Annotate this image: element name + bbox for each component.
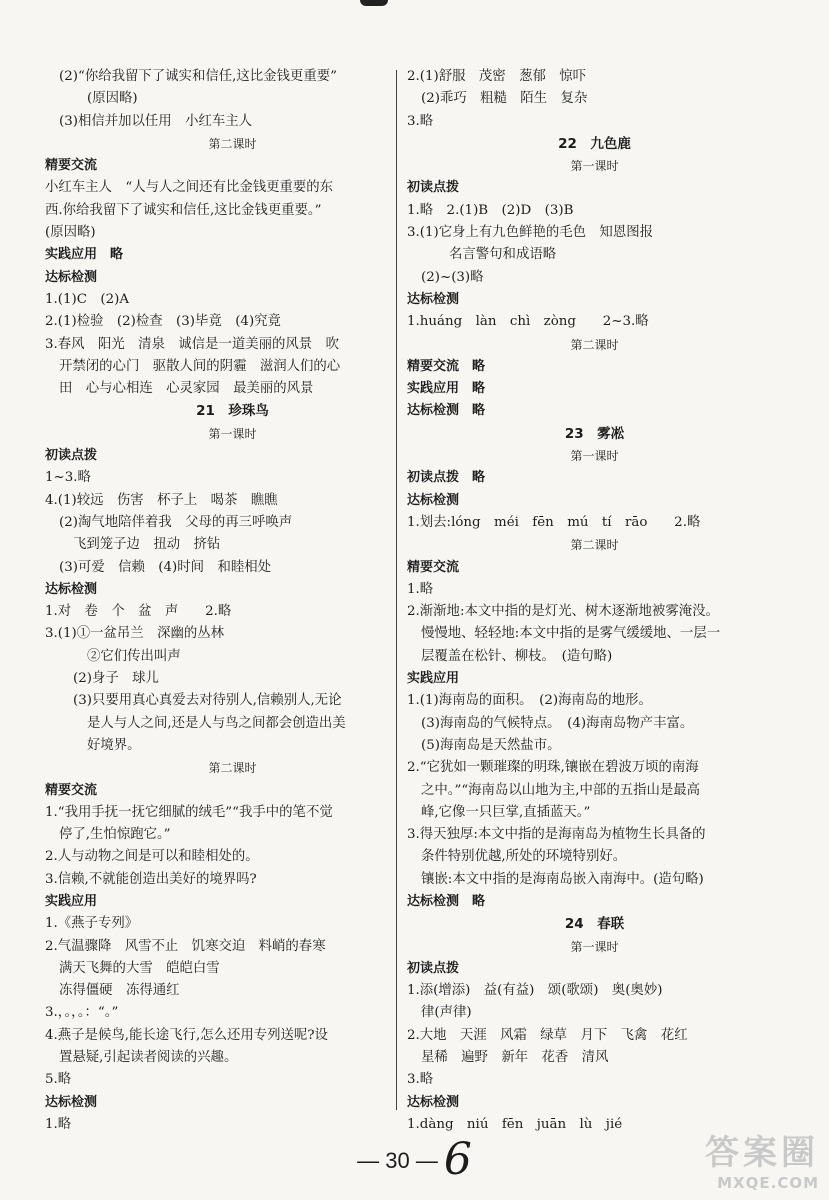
text-line: 21 珍珠鸟 [196, 403, 269, 420]
text-line: (5)海南岛是天然盐市。 [421, 737, 561, 753]
text-line: 达标检测 略 [407, 893, 486, 909]
text-line: 第一课时 [570, 939, 619, 954]
text-line: (原因略) [45, 225, 96, 241]
text-line: 3.(1)①一盆吊兰 深幽的丛林 [45, 626, 225, 642]
text-line: 开禁闭的心门 驱散人间的阴霾 滋润人们的心 [59, 358, 341, 374]
text-line: 名言警句和成语略 [449, 247, 557, 263]
text-line: 3.信赖,不就能创造出美好的境界吗? [45, 871, 257, 887]
text-line: 4.燕子是候鸟,能长途飞行,怎么还用专列送呢?设 [45, 1027, 328, 1043]
text-line: (2)“你给我留下了诚实和信任,这比金钱更重要” [59, 69, 337, 84]
text-line: 2.“它犹如一颗璀璨的明珠,镶嵌在碧波万顷的南海 [407, 760, 699, 776]
binding-mark [360, 0, 388, 6]
text-line: 精要交流 [407, 559, 460, 575]
text-line: 慢慢地、轻轻地:本文中指的是雾气缓缓地、一层一 [421, 626, 721, 642]
text-line: 1.略 2.(1)B (2)D (3)B [407, 202, 574, 218]
text-line: 层覆盖在松针、柳枝。 (造句略) [421, 648, 613, 664]
text-line: 3.略 [407, 113, 434, 129]
text-line: 冻得僵硬 冻得通红 [59, 983, 180, 999]
text-line: 飞到笼子边 扭动 挤钻 [73, 537, 221, 553]
text-line: 1.(1)C (2)A [45, 291, 130, 307]
watermark-logo: 答案圈 [705, 1133, 819, 1173]
text-line: 第二课时 [208, 761, 257, 776]
text-line: 第二课时 [570, 337, 619, 352]
text-line: 之中。”“海南岛以山地为主,中部的五指山是最高 [421, 782, 701, 798]
text-line: 2.渐渐地:本文中指的是灯光、树木逐渐地被雾淹没。 [407, 604, 719, 620]
text-line: 22 九色鹿 [558, 135, 631, 152]
text-line: 1.“我用手抚一抚它细腻的绒毛”“我手中的笔不觉 [45, 804, 333, 820]
text-line: 1.huáng làn chì zòng 2~3.略 [407, 314, 649, 330]
text-line: 实践应用 略 [45, 247, 124, 263]
text-line: 小红车主人 “人与人之间还有比金钱更重要的东 [45, 180, 334, 196]
text-line: 3.得天独厚:本文中指的是海南岛为植物生长具备的 [407, 827, 706, 843]
text-line: 初读点拨 [45, 448, 98, 464]
text-line: 2.人与动物之间是可以和睦相处的。 [45, 849, 259, 865]
text-line: 1.略 [407, 581, 434, 597]
text-line: 2.(1)检验 (2)检查 (3)毕竟 (4)究竟 [45, 314, 281, 330]
text-line: (原因略) [87, 91, 138, 107]
text-line: ②它们传出叫声 [87, 648, 181, 664]
text-line: (2)乖巧 粗糙 陌生 复杂 [421, 91, 588, 107]
text-line: 3.，。，。：“。” [45, 1005, 119, 1021]
text-line: (2)淘气地陪伴着我 父母的再三呼唤声 [59, 514, 293, 530]
text-line: 3.春风 阳光 清泉 诚信是一道美丽的风景 吹 [45, 336, 339, 352]
text-line: 第二课时 [570, 538, 619, 553]
text-line: 2.(1)舒服 茂密 葱郁 惊吓 [407, 69, 587, 84]
text-line: 达标检测 [407, 492, 460, 508]
column-divider [396, 70, 397, 1110]
text-line: 达标检测 [45, 581, 98, 597]
text-line: 1~3.略 [45, 470, 91, 486]
text-line: 达标检测 [45, 1094, 98, 1110]
text-line: 1.(1)海南岛的面积。 (2)海南岛的地形。 [407, 693, 652, 709]
right-column [407, 66, 782, 1136]
text-line: 初读点拨 [407, 960, 460, 976]
text-line: 1.《燕子专列》 [45, 916, 139, 932]
text-line: 5.略 [45, 1072, 72, 1088]
text-line: 精要交流 [45, 782, 98, 798]
text-line: 实践应用 [407, 671, 460, 687]
text-line: (2)身子 球儿 [73, 671, 159, 687]
text-line: 峰,它像一只巨掌,直插蓝天。” [421, 804, 591, 820]
text-line: 第一课时 [570, 159, 619, 174]
text-line: 第一课时 [208, 426, 257, 441]
watermark [705, 1125, 819, 1192]
text-line: 田 心与心相连 心灵家园 最美丽的风景 [59, 381, 314, 397]
text-line: 2.气温骤降 风雪不止 饥寒交迫 料峭的春寒 [45, 938, 326, 954]
text-line: 初读点拨 略 [407, 470, 486, 486]
text-line: 达标检测 [407, 291, 460, 307]
text-line: (3)相信并加以任用 小红车主人 [59, 113, 253, 129]
text-line: 23 雾凇 [564, 425, 625, 442]
handwritten-mark: 6 [443, 1134, 472, 1185]
text-line: 达标检测 略 [407, 403, 486, 419]
text-line: 实践应用 略 [407, 381, 486, 397]
text-line: 精要交流 [45, 158, 98, 174]
text-line: (2)~(3)略 [421, 269, 484, 285]
text-line: 律(声律) [421, 1005, 472, 1021]
text-line: 条件特别优越,所处的环境特别好。 [421, 849, 627, 865]
text-line: 满天飞舞的大雪 皑皑白雪 [59, 960, 220, 976]
text-line: 1.对 卷 个 盆 声 2.略 [45, 604, 232, 620]
text-line: 置悬疑,引起读者阅读的兴趣。 [59, 1050, 238, 1066]
text-line: 2.大地 天涯 风霜 绿草 月下 飞禽 花红 [407, 1027, 688, 1043]
text-line: 达标检测 [45, 269, 98, 285]
page-number: — 30 — [357, 1148, 438, 1173]
text-line: 实践应用 [45, 893, 98, 909]
text-line: (3)海南岛的气候特点。 (4)海南岛物产丰富。 [421, 715, 694, 731]
text-line: 1.略 [45, 1116, 72, 1132]
text-line: 初读点拨 [407, 180, 460, 196]
text-line: 3.略 [407, 1072, 434, 1088]
text-line: 3.(1)它身上有九色鲜艳的毛色 知恩图报 [407, 225, 653, 241]
text-line: 星稀 遍野 新年 花香 清风 [421, 1050, 609, 1066]
text-line: 西.你给我留下了诚实和信任,这比金钱更重要。” [45, 202, 322, 218]
text-line: 1.添(增添) 益(有益) 颂(歌颂) 奥(奥妙) [407, 983, 663, 999]
text-line: 1.划去:lóng méi fēn mú tí rāo 2.略 [407, 514, 701, 530]
text-line: 第一课时 [570, 449, 619, 464]
text-line: (3)只要用真心真爱去对待别人,信赖别人,无论 [73, 693, 342, 709]
text-line: 镶嵌:本文中指的是海南岛嵌入南海中。(造句略) [421, 871, 704, 887]
text-line: 好境界。 [87, 737, 141, 753]
text-line: 4.(1)较远 伤害 杯子上 喝茶 瞧瞧 [45, 492, 278, 508]
watermark-url: MXQE.COM [717, 1174, 819, 1192]
text-line: 第二课时 [208, 136, 257, 151]
text-line: 24 春联 [564, 916, 625, 933]
left-column [45, 66, 420, 1136]
text-line: (3)可爱 信赖 (4)时间 和睦相处 [59, 559, 272, 575]
text-line: 精要交流 略 [407, 358, 486, 374]
text-line: 1.dàng niú fēn juān lù jié [407, 1116, 623, 1132]
text-line: 停了,生怕惊跑它。” [59, 827, 171, 843]
text-line: 是人与人之间,还是人与鸟之间都会创造出美 [87, 715, 346, 731]
text-line: 达标检测 [407, 1094, 460, 1110]
